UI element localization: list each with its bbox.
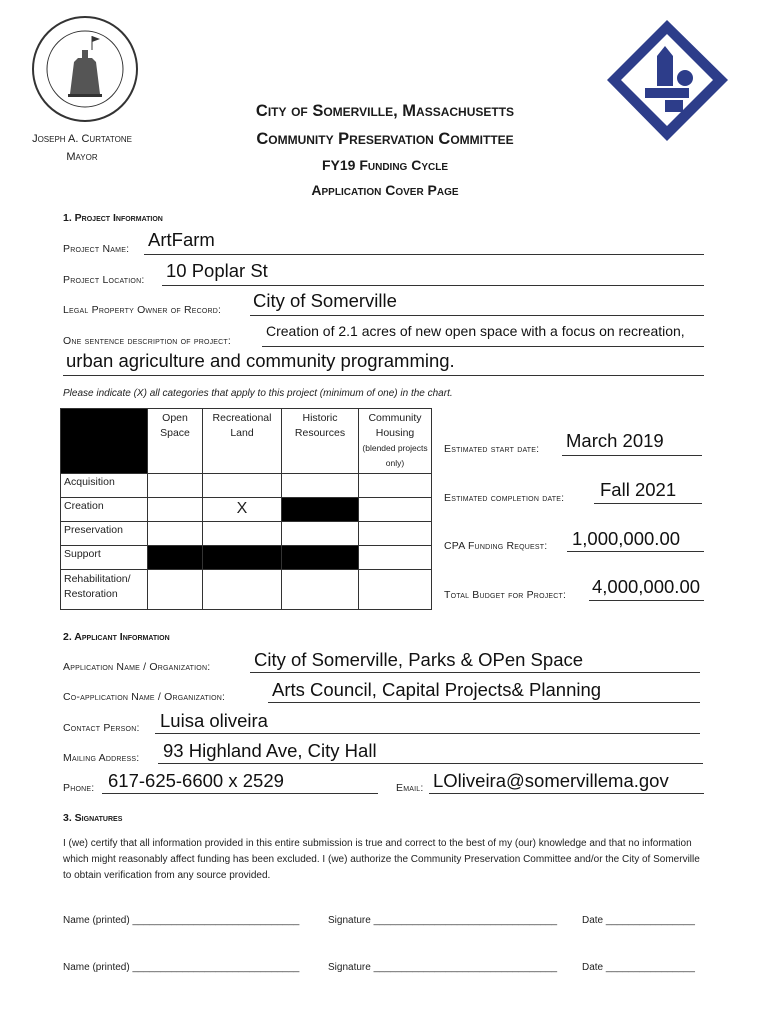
page-title-cover: Application Cover Page <box>311 182 459 198</box>
cell-rehab-open[interactable] <box>148 570 203 610</box>
cpa-request-value[interactable]: 1,000,000.00 <box>572 528 681 549</box>
total-budget-value[interactable]: 4,000,000.00 <box>592 576 701 597</box>
cell-preservation-hist[interactable] <box>282 522 359 546</box>
page-title-city: City of Somerville, Massachusetts <box>255 102 515 120</box>
cell-creation-housing[interactable] <box>359 498 432 522</box>
row-label-creation: Creation <box>61 498 148 522</box>
contact-line <box>155 733 700 734</box>
cell-creation-hist <box>282 498 359 522</box>
col-community-housing: Community Housing (blended projects only) <box>359 409 432 474</box>
cell-support-housing[interactable] <box>359 546 432 570</box>
co-applicant-label: Co-application Name / Organization: <box>63 691 226 703</box>
co-applicant-value[interactable]: Arts Council, Capital Projects& Planning <box>272 679 602 700</box>
signature-label-1[interactable]: Signature _________________________________ <box>328 915 558 926</box>
co-applicant-line <box>268 702 700 703</box>
cell-rehab-hist[interactable] <box>282 570 359 610</box>
date-label-2[interactable]: Date ________________ <box>582 962 695 973</box>
phone-label: Phone: <box>63 782 95 794</box>
total-budget-label: Total Budget for Project: <box>444 589 567 601</box>
row-label-acquisition: Acquisition <box>61 474 148 498</box>
email-value[interactable]: LOliveira@somervillema.gov <box>433 770 669 791</box>
cell-creation-rec[interactable]: X <box>203 498 282 522</box>
project-location-line <box>162 285 704 286</box>
section-2-heading: 2. Applicant Information <box>63 631 170 643</box>
cell-acquisition-open[interactable] <box>148 474 203 498</box>
description-line-2 <box>63 375 704 376</box>
table-instruction: Please indicate (X) all categories that apply to this project (minimum of one) in the chart. <box>63 388 453 399</box>
page-title-cycle: FY19 Funding Cycle <box>321 157 449 173</box>
section-3-heading: 3. Signatures <box>63 812 123 824</box>
email-line <box>429 793 704 794</box>
address-line <box>158 763 703 764</box>
description-value-1[interactable]: Creation of 2.1 acres of new open space with a focus on recreation, <box>266 323 685 339</box>
email-label: Email: <box>396 782 424 794</box>
row-label-rehabilitation: Rehabilitation/ Restoration <box>61 570 148 610</box>
completion-date-line <box>594 503 702 504</box>
col-recreational-land: Recreational Land <box>203 409 282 474</box>
project-name-value[interactable]: ArtFarm <box>148 229 215 250</box>
certification-text: I (we) certify that all information provided in this entire submission is true and correct to the best of my (our) knowledge and that no information which might reasonably affect funding has been excluded. I (we) authorize the Community Preservation Committee and/or the City of Somerville to obtain verification from any source provided. <box>63 838 700 881</box>
cell-support-open <box>148 546 203 570</box>
cell-rehab-housing[interactable] <box>359 570 432 610</box>
phone-line <box>102 793 378 794</box>
cpa-request-label: CPA Funding Request: <box>444 540 548 552</box>
cell-creation-open[interactable] <box>148 498 203 522</box>
cell-preservation-rec[interactable] <box>203 522 282 546</box>
row-label-preservation: Preservation <box>61 522 148 546</box>
name-printed-label-1[interactable]: Name (printed) ______________________________ <box>63 915 300 926</box>
row-label-support: Support <box>61 546 148 570</box>
cell-acquisition-hist[interactable] <box>282 474 359 498</box>
name-printed-label-2[interactable]: Name (printed) ______________________________ <box>63 962 300 973</box>
table-corner <box>61 409 148 474</box>
applicant-line <box>250 672 700 673</box>
community-preservation-logo <box>605 18 730 143</box>
category-table <box>60 408 432 610</box>
description-value-2[interactable]: urban agriculture and community programming. <box>66 350 455 371</box>
completion-date-value[interactable]: Fall 2021 <box>600 479 677 500</box>
contact-label: Contact Person: <box>63 722 140 734</box>
legal-owner-line <box>250 315 704 316</box>
cell-preservation-housing[interactable] <box>359 522 432 546</box>
start-date-value[interactable]: March 2019 <box>566 430 664 451</box>
address-label: Mailing Address: <box>63 752 140 764</box>
start-date-label: Estimated start date: <box>444 443 540 455</box>
signature-label-2[interactable]: Signature _________________________________ <box>328 962 558 973</box>
description-label: One sentence description of project: <box>63 335 232 347</box>
project-location-value[interactable]: 10 Poplar St <box>166 260 268 281</box>
legal-owner-value[interactable]: City of Somerville <box>253 290 397 311</box>
project-name-label: Project Name: <box>63 243 130 255</box>
cell-support-rec <box>203 546 282 570</box>
cell-preservation-open[interactable] <box>148 522 203 546</box>
page-title-committee: Community Preservation Committee <box>256 130 514 148</box>
project-location-label: Project Location: <box>63 274 145 286</box>
address-value[interactable]: 93 Highland Ave, City Hall <box>163 740 377 761</box>
contact-value[interactable]: Luisa oliveira <box>160 710 268 731</box>
total-budget-line <box>589 600 704 601</box>
start-date-line <box>562 455 702 456</box>
mayor-name: Joseph A. Curtatone <box>32 133 132 145</box>
cell-support-hist <box>282 546 359 570</box>
project-name-line <box>144 254 704 255</box>
legal-owner-label: Legal Property Owner of Record: <box>63 304 222 316</box>
applicant-label: Application Name / Organization: <box>63 661 211 673</box>
description-line-1 <box>262 346 704 347</box>
completion-date-label: Estimated completion date: <box>444 492 565 504</box>
mayor-title: Mayor <box>66 151 98 163</box>
cell-acquisition-rec[interactable] <box>203 474 282 498</box>
cell-rehab-rec[interactable] <box>203 570 282 610</box>
section-1-heading: 1. Project Information <box>63 212 163 224</box>
date-label-1[interactable]: Date ________________ <box>582 915 695 926</box>
applicant-value[interactable]: City of Somerville, Parks & OPen Space <box>254 649 584 670</box>
col-open-space: Open Space <box>148 409 203 474</box>
cell-acquisition-housing[interactable] <box>359 474 432 498</box>
cpa-request-line <box>567 551 704 552</box>
col-historic-resources: Historic Resources <box>282 409 359 474</box>
phone-value[interactable]: 617-625-6600 x 2529 <box>108 770 284 791</box>
